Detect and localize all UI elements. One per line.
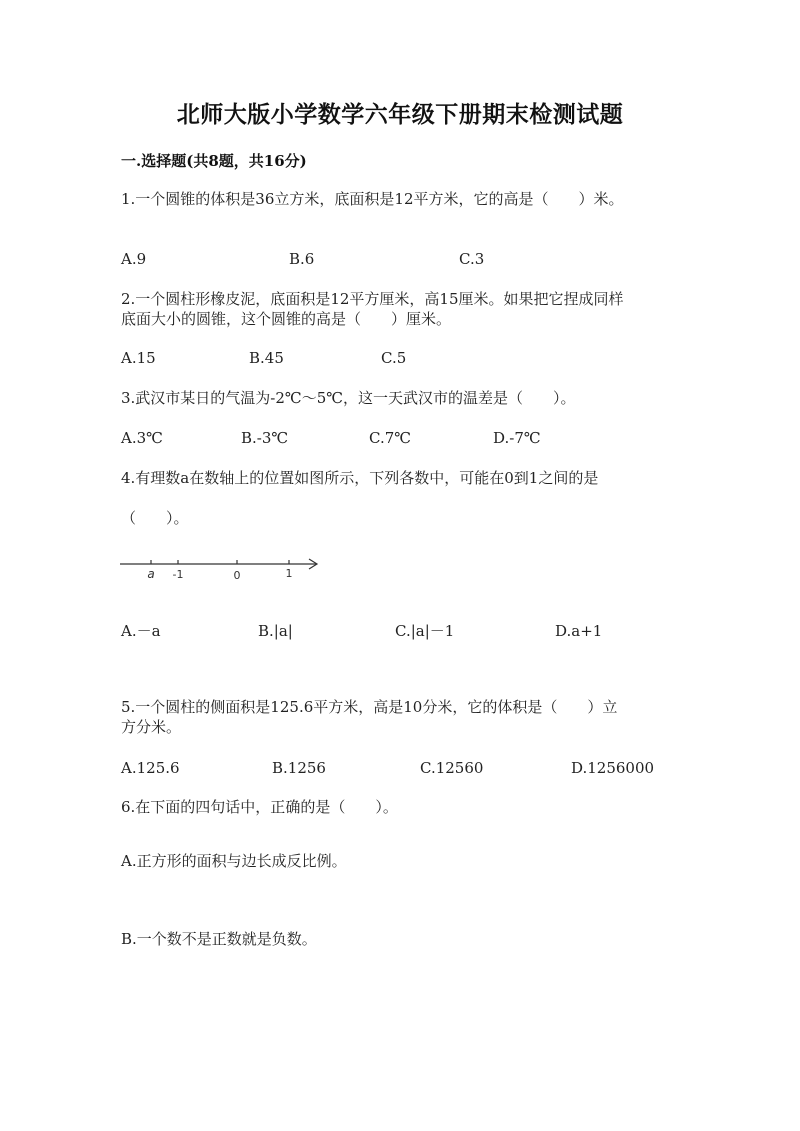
q3-option-a: A.3℃ <box>121 429 163 447</box>
q5-option-c: C.12560 <box>420 759 484 777</box>
q3-option-d: D.-7℃ <box>493 429 541 447</box>
q1-option-a: A.9 <box>121 250 147 268</box>
question-1-text: 1.一个圆锥的体积是36立方米，底面积是12平方米，它的高是（ ）米。 <box>121 190 624 208</box>
q4-option-c: C.|a|－1 <box>395 622 455 640</box>
q5-option-a: A.125.6 <box>121 759 180 777</box>
q5-option-d: D.1256000 <box>571 759 655 777</box>
question-2-text-line2: 底面大小的圆锥，这个圆锥的高是（ ）厘米。 <box>121 310 452 328</box>
q2-option-c: C.5 <box>381 349 407 367</box>
question-3-text: 3.武汉市某日的气温为-2℃～5℃，这一天武汉市的温差是（ ）。 <box>121 389 576 407</box>
q5-option-b: B.1256 <box>272 759 326 777</box>
number-line-figure <box>118 552 328 588</box>
question-6-text: 6.在下面的四句话中，正确的是（ ）。 <box>121 798 398 816</box>
q3-option-b: B.-3℃ <box>241 429 289 447</box>
question-5-text-line2: 方分米。 <box>121 718 182 736</box>
q2-option-a: A.15 <box>121 349 156 367</box>
label-neg-1: -1 <box>172 568 184 581</box>
q4-option-a: A.－a <box>121 622 161 640</box>
q1-option-b: B.6 <box>289 250 315 268</box>
q2-option-b: B.45 <box>249 349 284 367</box>
q6-option-a: A.正方形的面积与边长成反比例。 <box>121 852 347 870</box>
q4-option-d: D.a+1 <box>555 622 603 640</box>
q4-option-b: B.|a| <box>258 622 293 640</box>
label-0: 0 <box>233 569 241 582</box>
question-4-text-line2: （ ）。 <box>121 509 189 527</box>
question-5-text-line1: 5.一个圆柱的侧面积是125.6平方米，高是10分米，它的体积是（ ）立 <box>121 698 618 716</box>
page-title: 北师大版小学数学六年级下册期末检测试题 <box>176 101 624 128</box>
section-heading: 一.选择题(共8题，共16分) <box>121 152 307 170</box>
q1-option-c: C.3 <box>459 250 485 268</box>
label-1: 1 <box>285 567 293 580</box>
question-4-text-line1: 4.有理数a在数轴上的位置如图所示，下列各数中，可能在0到1之间的是 <box>121 469 599 487</box>
label-a: a <box>147 567 155 581</box>
q3-option-c: C.7℃ <box>369 429 412 447</box>
q6-option-b: B.一个数不是正数就是负数。 <box>121 930 317 948</box>
question-2-text-line1: 2.一个圆柱形橡皮泥，底面积是12平方厘米，高15厘米。如果把它捏成同样 <box>121 290 624 308</box>
